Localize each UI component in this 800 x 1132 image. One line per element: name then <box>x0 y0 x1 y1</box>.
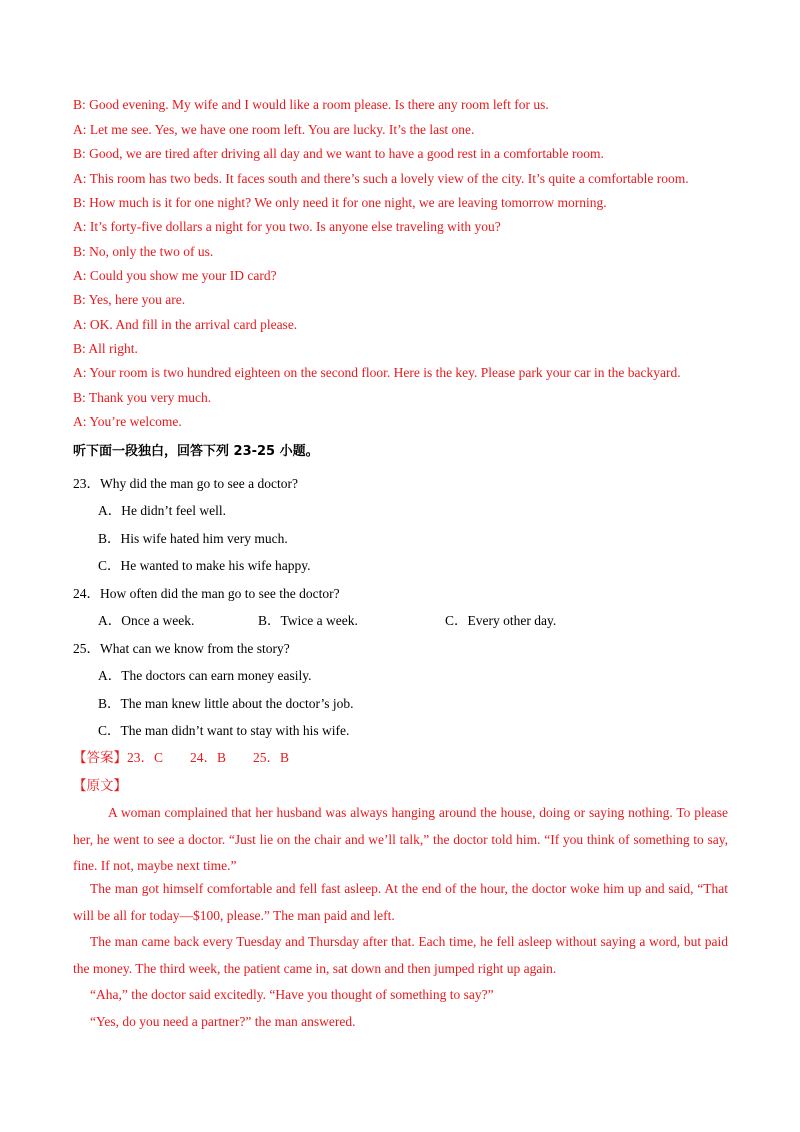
question-option: B．The man knew little about the doctor’s job. <box>98 696 354 711</box>
dialogue-line: B: Thank you very much. <box>73 390 212 405</box>
original-text-label: 【原文】 <box>73 778 127 793</box>
dialogue-line: B: Yes, here you are. <box>73 292 186 307</box>
question-option: A．The doctors can earn money easily. <box>98 668 312 683</box>
dialogue-line: A: Could you show me your ID card? <box>73 268 277 283</box>
dialogue-line: A: Let me see. Yes, we have one room left. You are lucky. It’s the last one. <box>73 122 475 137</box>
passage-paragraph: The man got himself comfortable and fell fast asleep. At the end of the hour, the doctor woke him up and said, “That will be all for today—$100, please.” The man paid and left. <box>73 881 728 923</box>
question-stem: 25．What can we know from the story? <box>73 641 290 656</box>
question-option: B．His wife hated him very much. <box>98 531 288 546</box>
dialogue-line: A: Your room is two hundred eighteen on the second floor. Here is the key. Please park your car in the backyard. <box>73 365 681 380</box>
question-option: A．He didn’t feel well. <box>98 503 226 518</box>
question-option: A．Once a week. <box>98 613 195 628</box>
dialogue-line: B: Good, we are tired after driving all day and we want to have a good rest in a comfortable room. <box>73 146 604 161</box>
dialogue-line: A: This room has two beds. It faces south and there’s such a lovely view of the city. It’s quite a comfortable room. <box>73 171 689 186</box>
passage-paragraph: A woman complained that her husband was always hanging around the house, doing or saying nothing. To please her, he went to see a doctor. “Just lie on the chair and we’ll talk,” the doctor told him. “If you think of something to say, fine. If not, maybe next time.” <box>73 805 728 873</box>
dialogue-line: B: Good evening. My wife and I would like a room please. Is there any room left for us. <box>73 97 549 112</box>
answer-label: 【答案】 <box>73 750 127 765</box>
question-option: C．The man didn’t want to stay with his wife. <box>98 723 350 738</box>
dialogue-line: A: OK. And fill in the arrival card please. <box>73 317 298 332</box>
dialogue-line: B: How much is it for one night? We only need it for one night, we are leaving tomorrow morning. <box>73 195 607 210</box>
dialogue-line: A: You’re welcome. <box>73 414 182 429</box>
dialogue-line: B: No, only the two of us. <box>73 244 214 259</box>
answer-line <box>73 750 289 766</box>
passage-paragraph: “Aha,” the doctor said excitedly. “Have you thought of something to say?” <box>90 987 494 1002</box>
answer-text: 23．C 24．B 25．B <box>127 750 290 765</box>
question-stem: 24．How often did the man go to see the doctor? <box>73 586 340 601</box>
question-option: C．He wanted to make his wife happy. <box>98 558 311 573</box>
passage-paragraph: The man came back every Tuesday and Thursday after that. Each time, he fell asleep without saying a word, but paid the money. The third week, the patient came in, sat down and then jumped right up again. <box>73 934 728 976</box>
section-heading: 听下面一段独白，回答下列 23-25 小题。 <box>73 444 319 459</box>
passage-paragraph: “Yes, do you need a partner?” the man answered. <box>90 1014 356 1029</box>
dialogue-line: A: It’s forty-five dollars a night for you two. Is anyone else traveling with you? <box>73 219 501 234</box>
question-option: B．Twice a week. <box>258 613 358 628</box>
question-option: C．Every other day. <box>445 613 557 628</box>
dialogue-line: B: All right. <box>73 341 138 356</box>
question-stem: 23．Why did the man go to see a doctor? <box>73 476 298 491</box>
